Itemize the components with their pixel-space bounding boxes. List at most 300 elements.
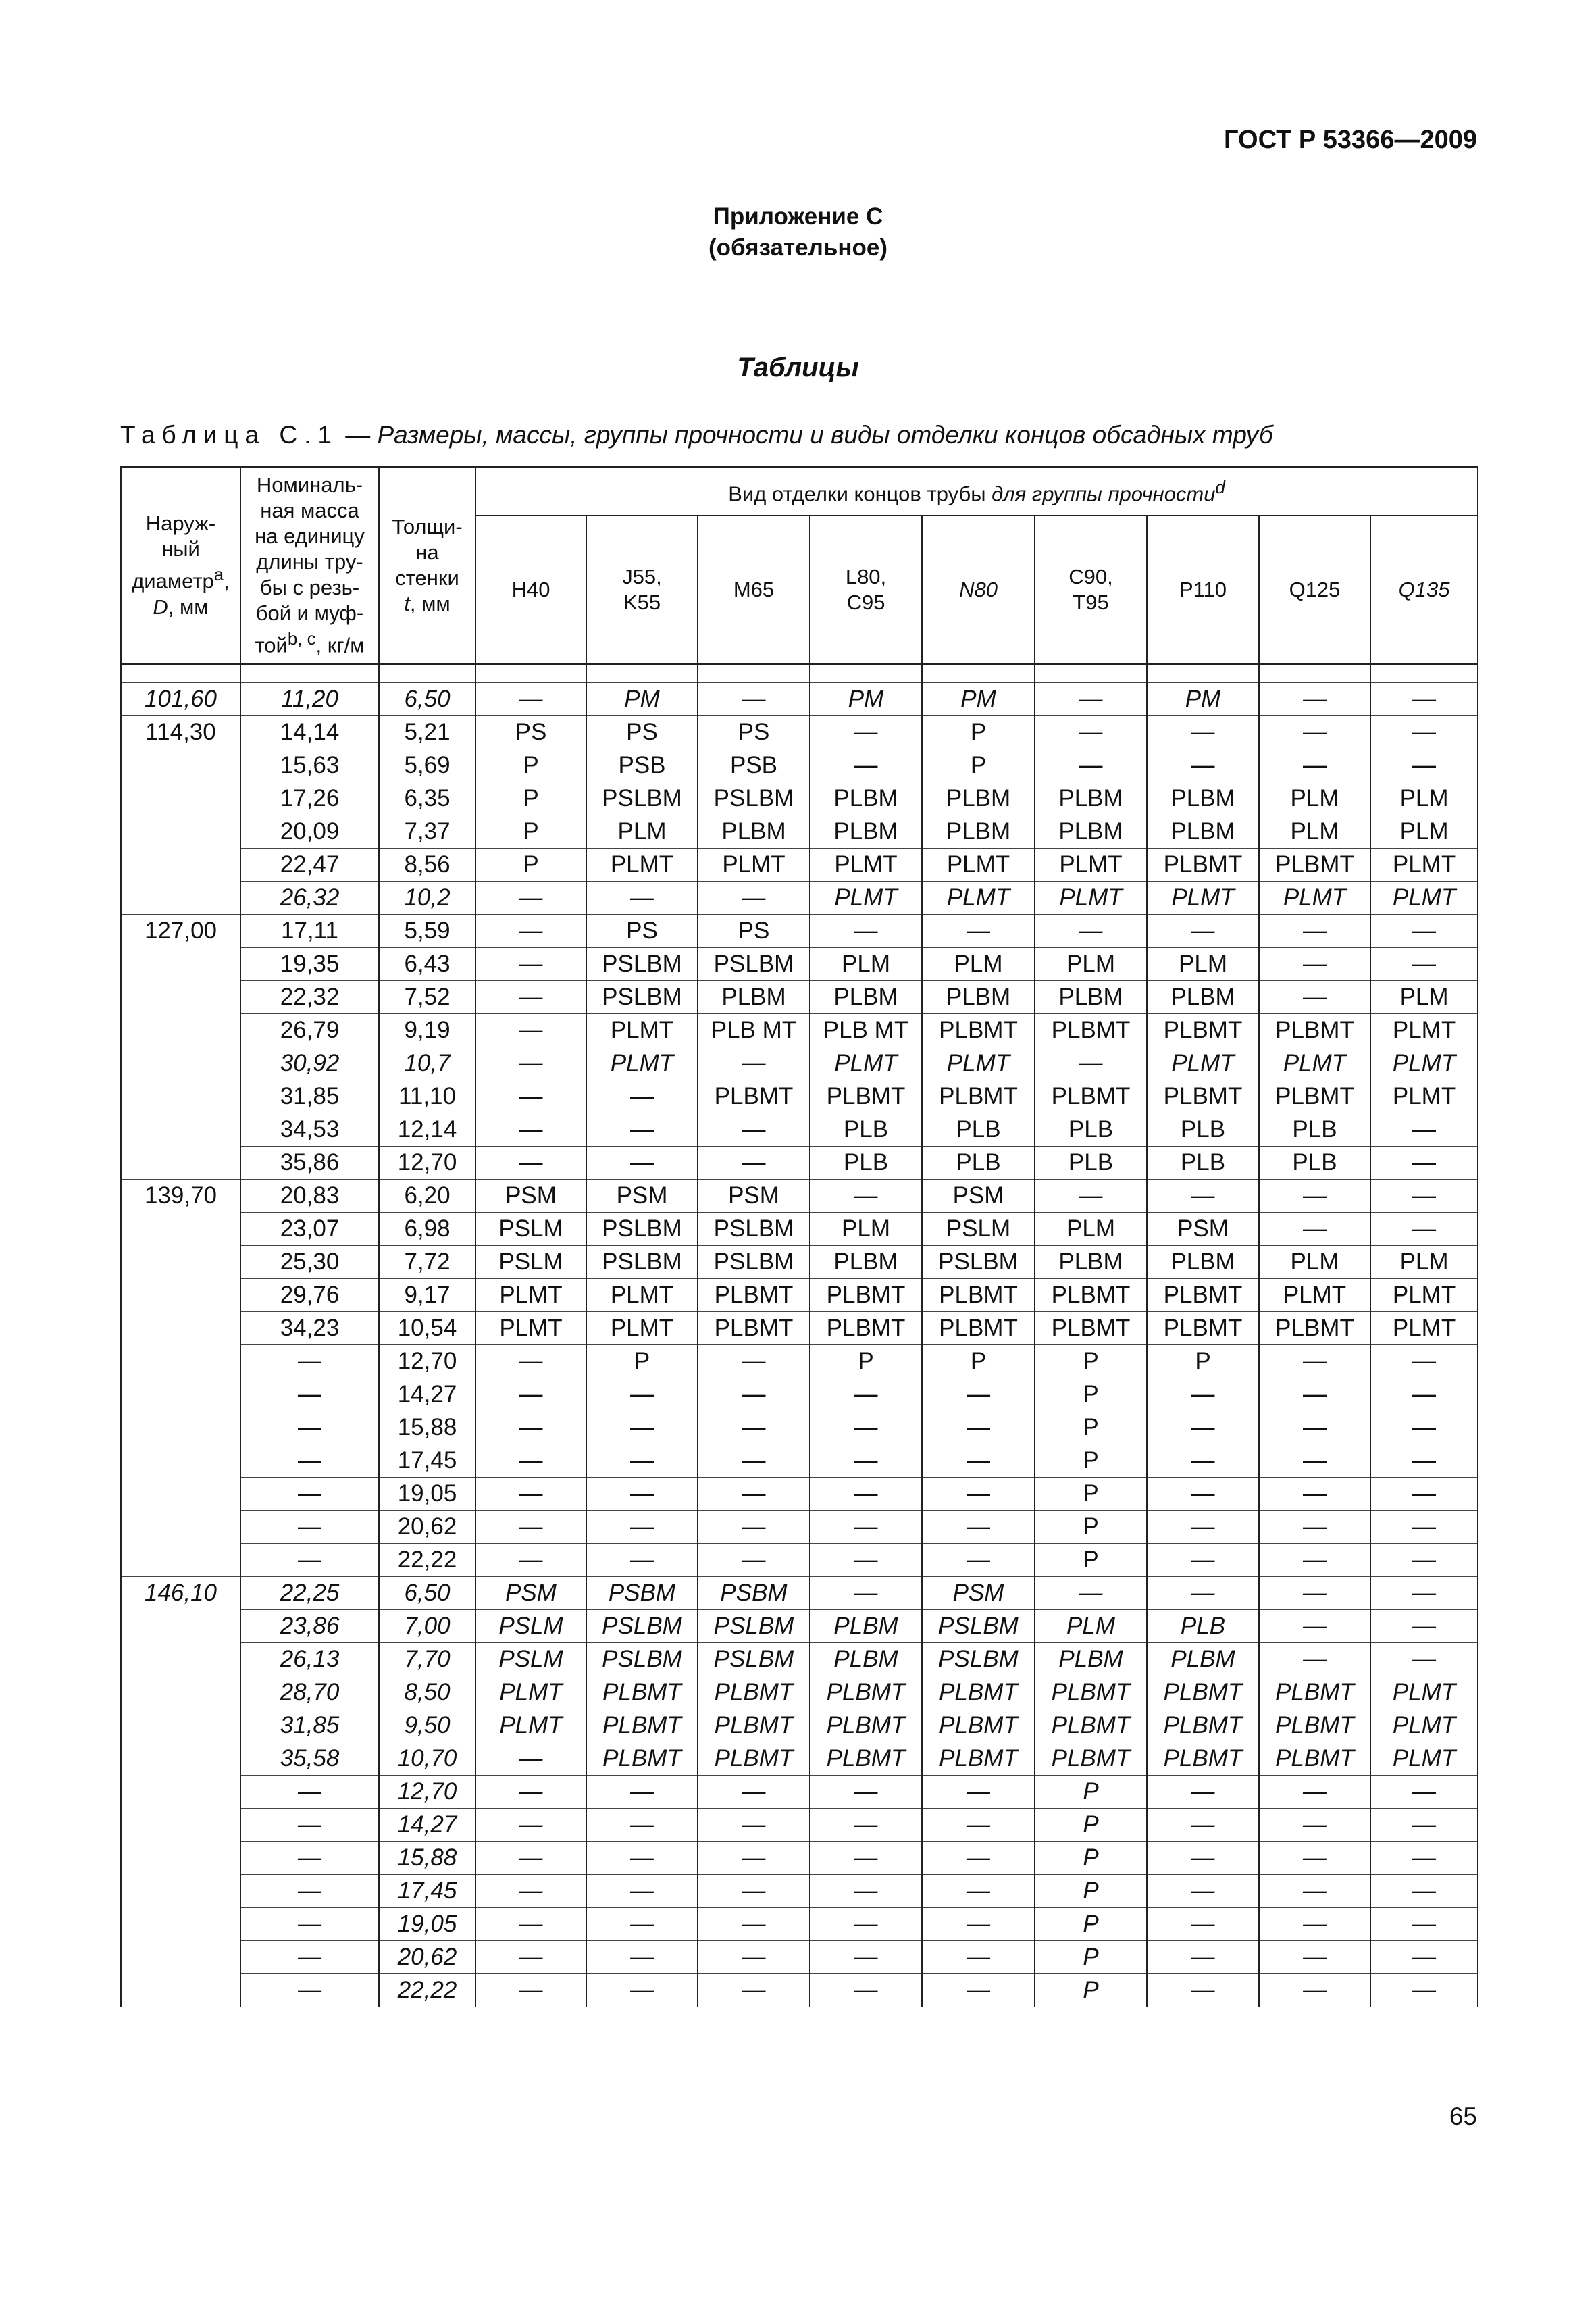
wall-cell: 10,54 — [379, 1312, 475, 1345]
end-finish-cell: PLBM — [1035, 1246, 1147, 1279]
end-finish-cell: PM — [1147, 683, 1259, 716]
table-row — [121, 1610, 1478, 1643]
table-label: Таблица С.1 — [120, 421, 338, 449]
table-row — [121, 1809, 1478, 1842]
end-finish-cell: PLMT — [1370, 1047, 1478, 1080]
end-finish-cell: — — [698, 1776, 810, 1809]
end-finish-cell: PLBMT — [1147, 1676, 1259, 1709]
end-finish-cell: — — [1370, 1544, 1478, 1577]
table-row — [121, 882, 1478, 915]
wall-cell: 22,22 — [379, 1544, 475, 1577]
end-finish-cell: — — [1370, 1511, 1478, 1544]
spacer-cell — [810, 664, 922, 683]
grade-label: N80 — [959, 578, 998, 601]
end-finish-cell: PLM — [1370, 1246, 1478, 1279]
end-finish-cell: PSLM — [922, 1213, 1035, 1246]
end-finish-cell: PLMT — [1370, 1709, 1478, 1742]
end-finish-cell: — — [810, 1411, 922, 1444]
table-caption — [120, 421, 1273, 449]
end-finish-cell: PLMT — [586, 1279, 698, 1312]
end-finish-cell: PSLM — [475, 1643, 586, 1676]
end-finish-cell: — — [810, 1577, 922, 1610]
table-row — [121, 1246, 1478, 1279]
end-finish-cell: — — [810, 1941, 922, 1974]
wall-symbol: t — [404, 592, 410, 615]
section-title: Таблицы — [737, 353, 859, 382]
end-finish-cell: — — [1370, 716, 1478, 749]
wall-cell: 12,14 — [379, 1113, 475, 1147]
end-finish-cell: P — [1035, 1478, 1147, 1511]
end-finish-cell: — — [586, 1908, 698, 1941]
spacer-cell — [121, 664, 240, 683]
end-finish-cell: — — [1147, 1511, 1259, 1544]
end-finish-cell: — — [810, 1478, 922, 1511]
mass-cell: 35,86 — [240, 1147, 379, 1180]
end-finish-cell: — — [1147, 1776, 1259, 1809]
end-finish-cell: P — [475, 849, 586, 882]
end-finish-cell: — — [1370, 1411, 1478, 1444]
end-finish-cell: PLB — [1035, 1147, 1147, 1180]
end-finish-cell: PSLBM — [698, 1246, 810, 1279]
spacer-cell — [1259, 664, 1370, 683]
mass-cell: 22,25 — [240, 1577, 379, 1610]
end-finish-cell: PLB — [922, 1147, 1035, 1180]
end-finish-cell: PLM — [1259, 815, 1370, 849]
wall-cell: 7,52 — [379, 981, 475, 1014]
mass-cell: — — [240, 1842, 379, 1875]
mass-unit: , кг/м — [315, 633, 365, 657]
table-row — [121, 1113, 1478, 1147]
table-row — [121, 1709, 1478, 1742]
end-finish-cell: PLMT — [810, 849, 922, 882]
table-row — [121, 1941, 1478, 1974]
grade-label: Q135 — [1398, 578, 1450, 601]
end-finish-cell: PSLBM — [698, 1610, 810, 1643]
end-finish-cell: — — [1259, 915, 1370, 948]
end-finish-cell: — — [1259, 1577, 1370, 1610]
end-finish-cell: PLBM — [810, 1643, 922, 1676]
end-finish-cell: PLMT — [586, 1047, 698, 1080]
end-finish-cell: — — [1370, 1842, 1478, 1875]
end-finish-cell: — — [1259, 1213, 1370, 1246]
end-finish-cell: — — [475, 1345, 586, 1378]
end-finish-cell: PSLBM — [586, 782, 698, 815]
end-finish-cell: — — [698, 1974, 810, 2007]
end-finish-cell: — — [1147, 1974, 1259, 2007]
table-row — [121, 1776, 1478, 1809]
end-finish-cell: — — [922, 1809, 1035, 1842]
end-finish-cell: PLM — [1035, 1610, 1147, 1643]
mass-cell: — — [240, 1345, 379, 1378]
end-finish-cell: — — [1147, 1544, 1259, 1577]
group-label-italic: для группы прочности — [992, 482, 1216, 506]
spacer-cell — [1370, 664, 1478, 683]
end-finish-cell: P — [1035, 1511, 1147, 1544]
end-finish-cell: PLBMT — [1035, 1676, 1147, 1709]
end-finish-cell: PLBMT — [1259, 1709, 1370, 1742]
end-finish-cell: P — [1035, 1776, 1147, 1809]
end-finish-cell: P — [1035, 1941, 1147, 1974]
end-finish-cell: — — [922, 1478, 1035, 1511]
mass-cell: 23,86 — [240, 1610, 379, 1643]
end-finish-cell: — — [1259, 1411, 1370, 1444]
end-finish-cell: PLMT — [922, 849, 1035, 882]
end-finish-cell: — — [475, 1444, 586, 1478]
end-finish-cell: — — [1370, 1610, 1478, 1643]
end-finish-cell: — — [1147, 1908, 1259, 1941]
end-finish-cell: PSLBM — [698, 782, 810, 815]
table-row — [121, 1147, 1478, 1180]
end-finish-cell: — — [475, 1047, 586, 1080]
table-row — [121, 1643, 1478, 1676]
end-finish-cell: — — [1147, 1378, 1259, 1411]
footnote-d: d — [1215, 478, 1225, 498]
end-finish-cell: PLMT — [1370, 1312, 1478, 1345]
end-finish-cell: PLBMT — [1035, 1279, 1147, 1312]
end-finish-cell: — — [1259, 1941, 1370, 1974]
end-finish-cell: — — [698, 1809, 810, 1842]
end-finish-cell: PLMT — [1370, 1279, 1478, 1312]
end-finish-cell: PLMT — [475, 1279, 586, 1312]
end-finish-cell: — — [922, 1842, 1035, 1875]
wall-cell: 6,50 — [379, 1577, 475, 1610]
end-finish-cell: — — [810, 1776, 922, 1809]
end-finish-cell: PLBMT — [1147, 1279, 1259, 1312]
end-finish-cell: PLB — [922, 1113, 1035, 1147]
end-finish-cell: — — [810, 1378, 922, 1411]
end-finish-cell: PS — [475, 716, 586, 749]
mass-cell: — — [240, 1941, 379, 1974]
mass-cell: 19,35 — [240, 948, 379, 981]
end-finish-cell: — — [586, 1974, 698, 2007]
outer-diameter-cell: 139,70 — [121, 1180, 240, 1577]
end-finish-cell: — — [1147, 1411, 1259, 1444]
end-finish-cell: PS — [698, 716, 810, 749]
end-finish-cell: — — [1370, 1345, 1478, 1378]
end-finish-cell: — — [1147, 1444, 1259, 1478]
end-finish-cell: — — [586, 1776, 698, 1809]
grade-header — [1035, 515, 1147, 664]
end-finish-cell: — — [698, 1345, 810, 1378]
end-finish-cell: — — [586, 1378, 698, 1411]
mass-cell: 22,32 — [240, 981, 379, 1014]
mass-cell: 34,53 — [240, 1113, 379, 1147]
end-finish-cell: PLBMT — [922, 1080, 1035, 1113]
end-finish-cell: — — [922, 1511, 1035, 1544]
end-finish-cell: — — [1259, 749, 1370, 782]
end-finish-cell: PLBMT — [1035, 1080, 1147, 1113]
end-finish-cell: — — [586, 1113, 698, 1147]
end-finish-cell: PLB — [1147, 1113, 1259, 1147]
end-finish-cell: — — [698, 882, 810, 915]
table-row — [121, 1312, 1478, 1345]
end-finish-cell: PLMT — [1370, 1742, 1478, 1776]
table-row — [121, 948, 1478, 981]
od-comma: , — [224, 569, 230, 593]
end-finish-cell: PLBM — [810, 815, 922, 849]
end-finish-cell: PLMT — [810, 882, 922, 915]
end-finish-cell: — — [475, 1776, 586, 1809]
end-finish-cell: — — [1035, 1047, 1147, 1080]
end-finish-cell: — — [586, 1511, 698, 1544]
end-finish-cell: — — [475, 1974, 586, 2007]
wall-cell: 6,20 — [379, 1180, 475, 1213]
end-finish-cell: — — [475, 1478, 586, 1511]
end-finish-cell: PLB — [1035, 1113, 1147, 1147]
end-finish-cell: PLBMT — [922, 1312, 1035, 1345]
end-finish-cell: PLBMT — [698, 1312, 810, 1345]
mass-line: бой и муф- — [255, 601, 364, 626]
wall-cell: 22,22 — [379, 1974, 475, 2007]
end-finish-cell: PM — [922, 683, 1035, 716]
mass-cell: 26,13 — [240, 1643, 379, 1676]
wall-cell: 12,70 — [379, 1147, 475, 1180]
end-finish-cell: PLM — [586, 815, 698, 849]
outer-diameter-cell: 101,60 — [121, 683, 240, 716]
grade-label: L80, — [845, 565, 887, 588]
mass-cell: 26,79 — [240, 1014, 379, 1047]
end-finish-cell: PLBMT — [1147, 1014, 1259, 1047]
end-finish-cell: — — [922, 1378, 1035, 1411]
table-row — [121, 1345, 1478, 1378]
mass-line: на единицу — [255, 524, 365, 549]
mass-cell: — — [240, 1411, 379, 1444]
end-finish-cell: — — [810, 1809, 922, 1842]
end-finish-cell: — — [1147, 1809, 1259, 1842]
end-finish-cell: PLMT — [922, 1047, 1035, 1080]
end-finish-cell: — — [810, 1511, 922, 1544]
end-finish-cell: — — [475, 1941, 586, 1974]
outer-diameter-cell: 146,10 — [121, 1577, 240, 2007]
end-finish-cell: PLB — [1147, 1147, 1259, 1180]
end-finish-cell: PLBM — [922, 815, 1035, 849]
end-finish-cell: — — [1259, 1180, 1370, 1213]
wall-cell: 7,00 — [379, 1610, 475, 1643]
end-finish-cell: — — [475, 1080, 586, 1113]
end-finish-cell: — — [922, 1875, 1035, 1908]
end-finish-cell: — — [586, 1478, 698, 1511]
end-finish-cell: — — [810, 915, 922, 948]
wall-cell: 15,88 — [379, 1411, 475, 1444]
wall-cell: 6,35 — [379, 782, 475, 815]
end-finish-cell: — — [475, 1113, 586, 1147]
table-row — [121, 1908, 1478, 1941]
end-finish-cell: — — [475, 1014, 586, 1047]
end-finish-cell: — — [1259, 1345, 1370, 1378]
footnote-a: a — [213, 565, 224, 585]
wall-cell: 19,05 — [379, 1908, 475, 1941]
end-finish-cell: PSLBM — [586, 1246, 698, 1279]
table-row — [121, 1842, 1478, 1875]
grade-header — [810, 515, 922, 664]
end-finish-cell: — — [1370, 683, 1478, 716]
table-row — [121, 1047, 1478, 1080]
wall-cell: 15,88 — [379, 1842, 475, 1875]
end-finish-cell: PLMT — [475, 1676, 586, 1709]
end-finish-cell: — — [586, 882, 698, 915]
end-finish-cell: PLM — [810, 948, 922, 981]
end-finish-cell: P — [1035, 1809, 1147, 1842]
end-finish-cell: — — [1370, 1113, 1478, 1147]
wall-cell: 11,10 — [379, 1080, 475, 1113]
end-finish-cell: PLM — [1370, 981, 1478, 1014]
end-finish-cell: — — [1147, 1180, 1259, 1213]
end-finish-cell: — — [1370, 1444, 1478, 1478]
end-finish-cell: PLBM — [698, 981, 810, 1014]
end-finish-cell: — — [475, 1908, 586, 1941]
end-finish-cell: PLBM — [810, 981, 922, 1014]
mass-line: той — [255, 633, 288, 657]
end-finish-cell: — — [1035, 716, 1147, 749]
end-finish-cell: — — [1370, 1378, 1478, 1411]
end-finish-cell: — — [475, 882, 586, 915]
grade-label: H40 — [511, 578, 550, 601]
end-finish-cell: PLBMT — [922, 1014, 1035, 1047]
end-finish-cell: — — [1259, 948, 1370, 981]
grade-label: C90, — [1069, 565, 1113, 588]
end-finish-cell: PLM — [1147, 948, 1259, 981]
wall-cell: 8,50 — [379, 1676, 475, 1709]
od-symbol: D — [153, 595, 168, 619]
end-finish-cell: PLMT — [1259, 1047, 1370, 1080]
appendix-heading — [0, 201, 1596, 263]
end-finish-cell: — — [698, 1544, 810, 1577]
end-finish-cell: P — [1035, 1378, 1147, 1411]
end-finish-cell: PSM — [475, 1180, 586, 1213]
table-row — [121, 1180, 1478, 1213]
header-wall-thickness — [379, 467, 475, 664]
end-finish-cell: PLBMT — [810, 1742, 922, 1776]
od-line: диаметр — [132, 569, 214, 593]
table-row — [121, 1742, 1478, 1776]
end-finish-cell: PLMT — [698, 849, 810, 882]
mass-cell: 26,32 — [240, 882, 379, 915]
end-finish-cell: — — [922, 915, 1035, 948]
end-finish-cell: — — [1147, 915, 1259, 948]
mass-cell: 31,85 — [240, 1709, 379, 1742]
end-finish-cell: PLMT — [1370, 1676, 1478, 1709]
end-finish-cell: P — [922, 716, 1035, 749]
end-finish-cell: — — [1370, 1643, 1478, 1676]
table-row — [121, 1279, 1478, 1312]
end-finish-cell: PLM — [1035, 1213, 1147, 1246]
wall-cell: 5,59 — [379, 915, 475, 948]
mass-cell: 17,11 — [240, 915, 379, 948]
end-finish-cell: — — [475, 1411, 586, 1444]
wall-cell: 19,05 — [379, 1478, 475, 1511]
end-finish-cell: — — [475, 1742, 586, 1776]
mass-cell: 30,92 — [240, 1047, 379, 1080]
end-finish-cell: PSLBM — [698, 948, 810, 981]
end-finish-cell: PLBMT — [1147, 1312, 1259, 1345]
wall-cell: 12,70 — [379, 1345, 475, 1378]
end-finish-cell: — — [698, 1411, 810, 1444]
end-finish-cell: — — [698, 1941, 810, 1974]
end-finish-cell: PLBMT — [922, 1676, 1035, 1709]
end-finish-cell: — — [1370, 1577, 1478, 1610]
end-finish-cell: — — [586, 1411, 698, 1444]
wall-cell: 14,27 — [379, 1378, 475, 1411]
end-finish-cell: — — [1147, 1875, 1259, 1908]
end-finish-cell: — — [1370, 1776, 1478, 1809]
end-finish-cell: PLBMT — [586, 1742, 698, 1776]
footnote-bc: b, c — [287, 630, 316, 649]
end-finish-cell: PLBMT — [1035, 1709, 1147, 1742]
end-finish-cell: — — [1370, 749, 1478, 782]
mass-cell: 20,09 — [240, 815, 379, 849]
end-finish-cell: PLBMT — [698, 1709, 810, 1742]
header-outer-diameter — [121, 467, 240, 664]
end-finish-cell: — — [810, 716, 922, 749]
end-finish-cell: PLM — [1259, 1246, 1370, 1279]
end-finish-cell: PLBM — [1035, 782, 1147, 815]
end-finish-cell: P — [1147, 1345, 1259, 1378]
table-row — [121, 683, 1478, 716]
grade-label: M65 — [733, 578, 775, 601]
end-finish-cell: P — [922, 1345, 1035, 1378]
end-finish-cell: PLMT — [475, 1312, 586, 1345]
end-finish-cell: — — [1259, 981, 1370, 1014]
wall-cell: 9,19 — [379, 1014, 475, 1047]
end-finish-cell: PM — [810, 683, 922, 716]
table-row — [121, 981, 1478, 1014]
end-finish-cell: PLMT — [1370, 849, 1478, 882]
wall-cell: 20,62 — [379, 1511, 475, 1544]
end-finish-cell: — — [1370, 1809, 1478, 1842]
end-finish-cell: — — [810, 1974, 922, 2007]
wall-cell: 12,70 — [379, 1776, 475, 1809]
end-finish-cell: — — [810, 1842, 922, 1875]
end-finish-cell: — — [810, 1180, 922, 1213]
end-finish-cell: — — [1370, 1147, 1478, 1180]
mass-cell: — — [240, 1809, 379, 1842]
end-finish-cell: PLBM — [810, 782, 922, 815]
end-finish-cell: PLBM — [1147, 782, 1259, 815]
spacer-cell — [379, 664, 475, 683]
grade-header — [698, 515, 810, 664]
table-row — [121, 1676, 1478, 1709]
table-row — [121, 1378, 1478, 1411]
end-finish-cell: PSLBM — [922, 1246, 1035, 1279]
spacer-cell — [475, 664, 586, 683]
end-finish-cell: — — [922, 1941, 1035, 1974]
table-row — [121, 749, 1478, 782]
end-finish-cell: — — [586, 1147, 698, 1180]
end-finish-cell: — — [922, 1444, 1035, 1478]
end-finish-cell: — — [810, 1908, 922, 1941]
wall-cell: 17,45 — [379, 1875, 475, 1908]
grade-header — [1259, 515, 1370, 664]
end-finish-cell: — — [586, 1444, 698, 1478]
mass-line: длины тру- — [256, 550, 363, 574]
end-finish-cell: PSLBM — [586, 1213, 698, 1246]
end-finish-cell: PLBMT — [586, 1709, 698, 1742]
end-finish-cell: PLBMT — [810, 1709, 922, 1742]
end-finish-cell: — — [698, 1147, 810, 1180]
wall-line: Толщи- — [392, 515, 463, 538]
end-finish-cell: — — [698, 1444, 810, 1478]
end-finish-cell: PLB MT — [698, 1014, 810, 1047]
end-finish-cell: PLBMT — [1147, 849, 1259, 882]
end-finish-cell: PLM — [1370, 815, 1478, 849]
mass-cell: 17,26 — [240, 782, 379, 815]
end-finish-cell: PSM — [922, 1577, 1035, 1610]
end-finish-cell: PLBMT — [586, 1676, 698, 1709]
end-finish-cell: — — [1035, 749, 1147, 782]
end-finish-cell: PLBMT — [1035, 1014, 1147, 1047]
end-finish-cell: — — [1370, 948, 1478, 981]
mass-cell: 15,63 — [240, 749, 379, 782]
